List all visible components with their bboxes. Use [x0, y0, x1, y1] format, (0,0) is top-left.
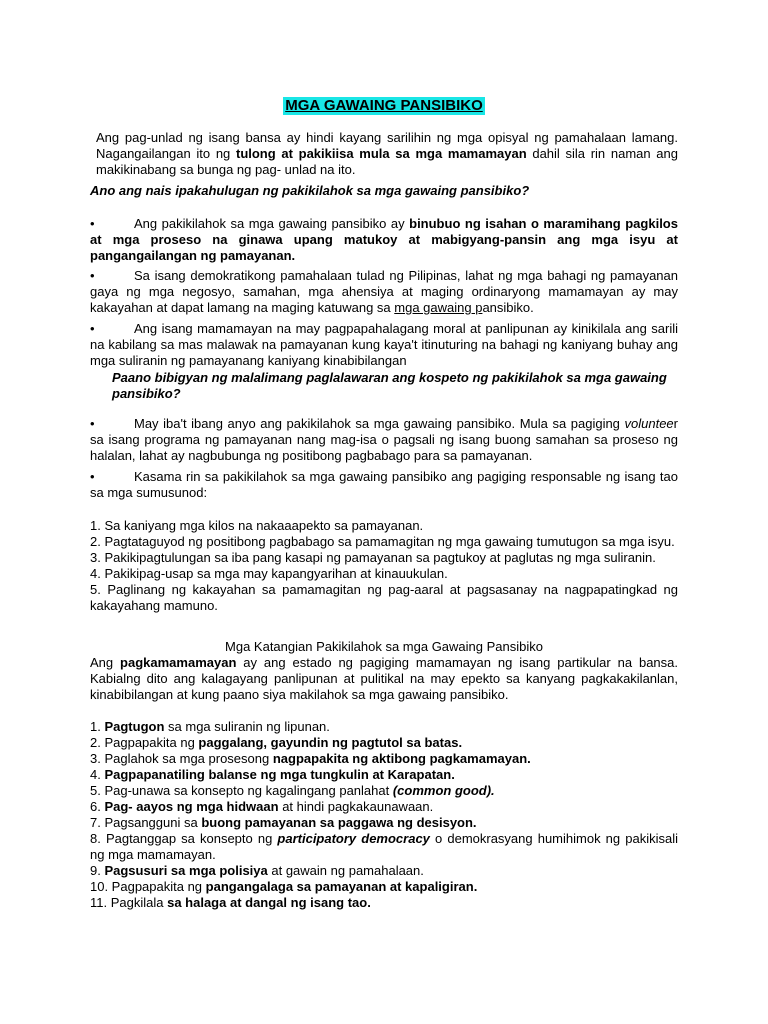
- question-1: Ano ang nais ipakahulugan ng pakikilahok sa mga gawaing pansibiko?: [90, 183, 530, 198]
- list-item: 3. Paglahok sa mga prosesong nagpapakita ng aktibong pagkamamayan.: [90, 751, 531, 766]
- intro-paragraph: [96, 130, 678, 178]
- list-item: 11. Pagkilala sa halaga at dangal ng isang tao.: [90, 895, 371, 910]
- intro-text: Ang pag-unlad ng isang bansa ay hindi kayang sarilihin ng mga opisyal ng pamahalaan lamang. Nagangailangan ito ng: [96, 130, 678, 161]
- bullet-5: [90, 469, 678, 501]
- list-item: 4. Pagpapanatiling balanse ng mga tungkulin at Karapatan.: [90, 767, 455, 782]
- title-wrap: [0, 97, 768, 115]
- bullet-1-text: Ang pakikilahok sa mga gawaing pansibiko ay: [134, 216, 410, 231]
- bullet-2: [90, 268, 678, 316]
- list-item: 8. Pagtanggap sa konsepto ng participatory democracy o demokrasyang humihimok ng pakikisali ng mga mamamayan.: [90, 831, 678, 862]
- bullet-dot: •: [90, 469, 95, 484]
- section-bold: pagkamamamayan: [120, 655, 237, 670]
- list-item: 4. Pakikipag-usap sa mga may kapangyarihan at kinauukulan.: [90, 566, 448, 581]
- bullet-1-bold: binubuo ng isahan o maramihang pagkilos at mga proseso na ginawa upang matukoy at mabigyang-pansin ang mga isyu at pangangailangan ng pamayanan.: [90, 216, 678, 263]
- bullet-2-text-end: ansibiko.: [482, 300, 534, 315]
- responsibility-list: [90, 518, 678, 614]
- list-item: 5. Pag-unawa sa konsepto ng kagalingang panlahat (common good).: [90, 783, 495, 798]
- bullet-4: [90, 416, 678, 464]
- list-item: 6. Pag- aayos ng mga hidwaan at hindi pagkakaunawaan.: [90, 799, 434, 814]
- bullet-4-text: May iba't ibang anyo ang pakikilahok sa mga gawaing pansibiko. Mula sa pagiging: [134, 416, 625, 431]
- bullet-5-text: Kasama rin sa pakikilahok sa mga gawaing pansibiko ang pagiging responsable ng isang tao sa mga sumusunod:: [90, 469, 678, 500]
- section-paragraph: [90, 655, 678, 703]
- question-2: Paano bibigyan ng malalimang paglalawaran ang kospeto ng pakikilahok sa mga gawaing pansibiko?: [112, 370, 667, 401]
- bullet-4-italic: voluntee: [624, 416, 674, 431]
- bullet-1: [90, 216, 678, 264]
- bullet-4-text-end: r sa isang programa ng pamayanan nang mag-isa o pagsali ng isang buong samahan sa proseso ng halalan, lahat ay nagbubunga ng positibong pagbabago para sa pamayanan.: [90, 416, 678, 463]
- section-text-end: ay ang estado ng pagiging mamamayan ng isang partikular na bansa. Kabialng dito ang kalagayang panlipunan at pulitikal na may epekto sa kanyang pagkakakilanlan, kinabibilangan at kung paano siya makilahok sa mga gawaing pansibiko.: [90, 655, 679, 702]
- section-title: Mga Katangian Pakikilahok sa mga Gawaing Pansibiko: [225, 639, 543, 654]
- bullet-3-text: Ang isang mamamayan na may pagpapahalagang moral at panlipunan ay kinikilala ang sarili na kabilang sa mas malawak na pamayanan kung kaya't itinuturing na bahagi ng kaniyang buhay ang mga suliranin ng pamayanang kaniyang kinabibilangan: [90, 321, 678, 368]
- characteristics-list: [90, 719, 678, 911]
- intro-text-end: dahil sila rin naman ang makikinabang sa bunga ng pag- unlad na ito.: [96, 146, 678, 177]
- section-text: Ang: [90, 655, 121, 670]
- list-item: 9. Pagsusuri sa mga polisiya at gawain ng pamahalaan.: [90, 863, 424, 878]
- bullet-3: [90, 321, 678, 369]
- list-item: 2. Pagtataguyod ng positibong pagbabago sa pamamagitan ng mga gawaing tumutugon sa mga isyu.: [90, 534, 675, 549]
- list-item: 1. Pagtugon sa mga suliranin ng lipunan.: [90, 719, 330, 734]
- intro-bold: tulong at pakikiisa mula sa mga mamamayan: [235, 146, 527, 161]
- list-item: 2. Pagpapakita ng paggalang, gayundin ng pagtutol sa batas.: [90, 735, 463, 750]
- bullet-dot: •: [90, 321, 95, 336]
- bullet-dot: •: [90, 416, 95, 431]
- page-title: MGA GAWAING PANSIBIKO: [285, 97, 483, 114]
- list-item: 7. Pagsangguni sa buong pamayanan sa paggawa ng desisyon.: [90, 815, 477, 830]
- list-item: 5. Paglinang ng kakayahan sa pamamagitan ng pag-aaral at pagsasanay na nagpapatingkad ng kakayahang mamuno.: [90, 582, 678, 613]
- bullet-dot: •: [90, 268, 95, 283]
- bullet-2-text: Sa isang demokratikong pamahalaan tulad ng Pilipinas, lahat ng mga bahagi ng pamayanan gaya ng mga negosyo, samahan, mga ahensiya at maging ordinaryong mamamayan ay may kakayahan at dapat lamang na maging katuwang sa: [90, 268, 678, 315]
- bullet-2-underline: mga gawaing p: [394, 300, 483, 315]
- list-item: 3. Pakikipagtulungan sa iba pang kasapi ng pamayanan sa pagtukoy at paglutas ng mga suliranin.: [90, 550, 656, 565]
- list-item: 10. Pagpapakita ng pangangalaga sa pamayanan at kapaligiran.: [90, 879, 478, 894]
- bullet-dot: •: [90, 216, 95, 231]
- list-item: 1. Sa kaniyang mga kilos na nakaaapekto sa pamayanan.: [90, 518, 424, 533]
